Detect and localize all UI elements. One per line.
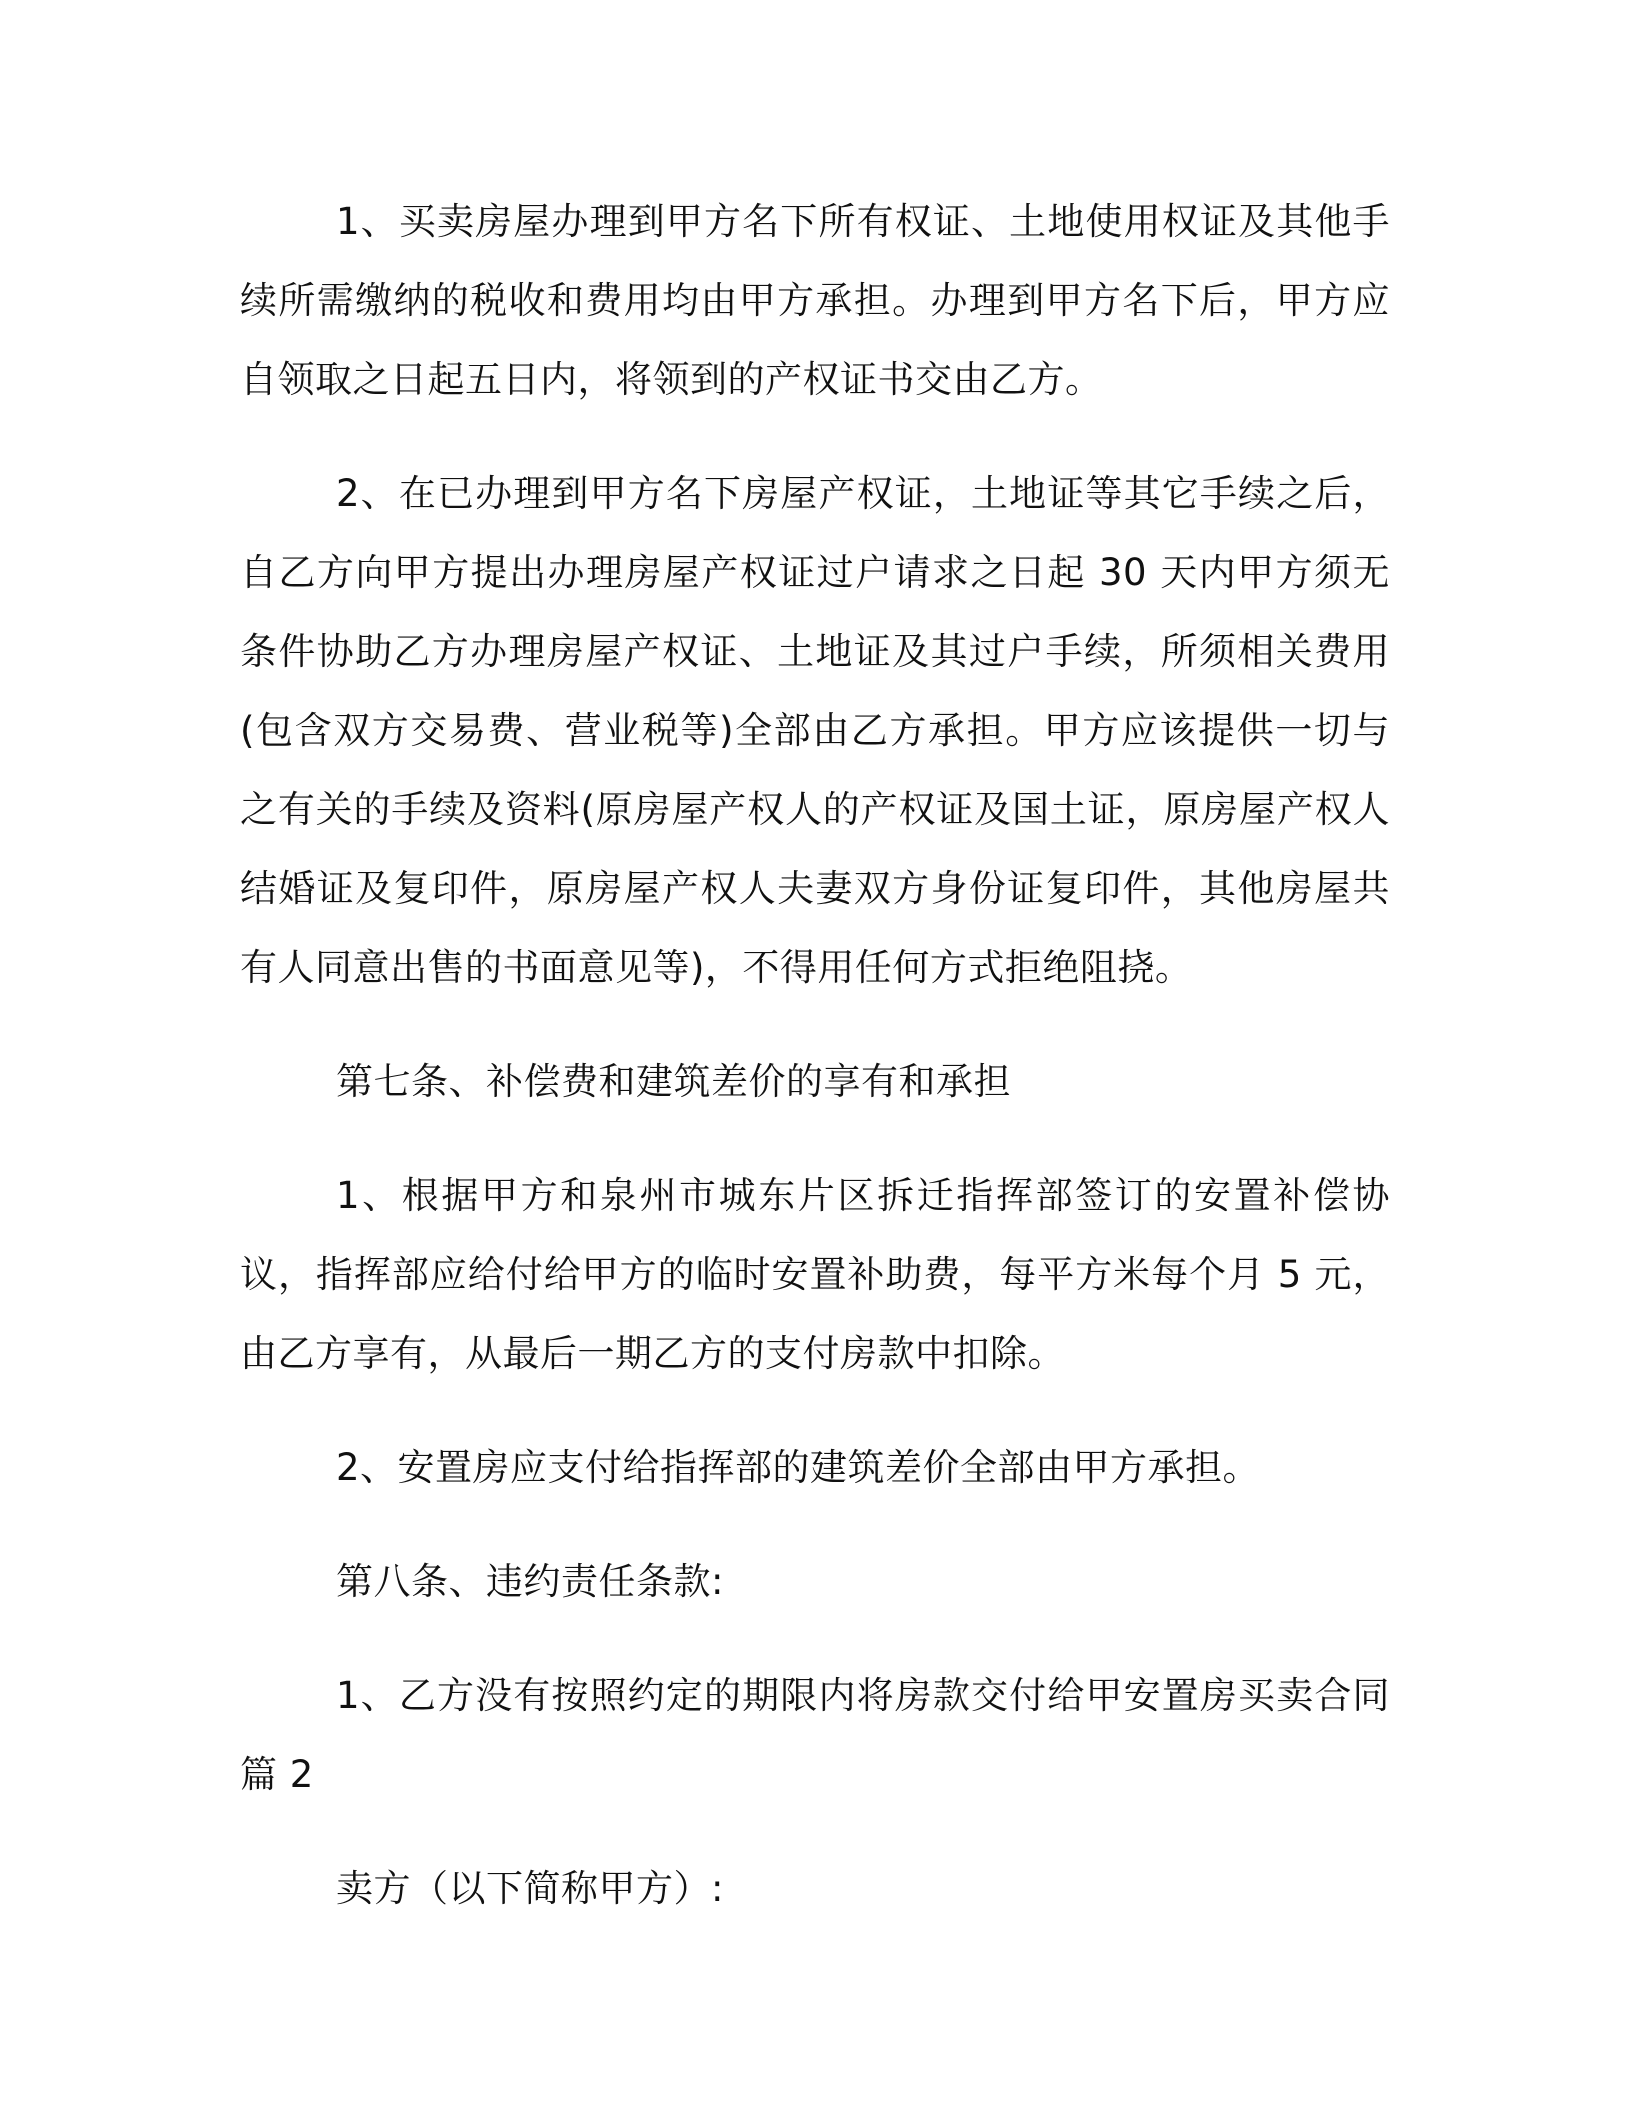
paragraph-clause-2: 2、在已办理到甲方名下房屋产权证，土地证等其它手续之后，自乙方向甲方提出办理房屋产权证过户请求之日起 30 天内甲方须无条件协助乙方办理房屋产权证、土地证及其过户手续，所须相关费用(包含双方交易费、营业税等)全部由乙方承担。甲方应该提供一切与之有关的手续及资料(原房屋产权人的产权证及国土证，原房屋产权人结婚证及复印件，原房屋产权人夫妻双方身份证复印件，其他房屋共有人同意出售的书面意见等)，不得用任何方式拒绝阻挠。 [240,472,1390,989]
document-body [240,182,1390,1963]
paragraph-article-7-clause-1: 1、根据甲方和泉州市城东片区拆迁指挥部签订的安置补偿协议，指挥部应给付给甲方的临时安置补助费，每平方米每个月 5 元，由乙方享有，从最后一期乙方的支付房款中扣除。 [240,1174,1390,1375]
article-7-heading: 第七条、补偿费和建筑差价的享有和承担 [336,1060,1011,1103]
seller-line: 卖方（以下简称甲方）: [336,1867,724,1910]
paragraph-article-8-clause-1: 1、乙方没有按照约定的期限内将房款交付给甲安置房买卖合同篇 2 [240,1674,1390,1796]
article-8-heading: 第八条、违约责任条款: [336,1560,724,1603]
paragraph-clause-1: 1、买卖房屋办理到甲方名下所有权证、土地使用权证及其他手续所需缴纳的税收和费用均由甲方承担。办理到甲方名下后，甲方应自领取之日起五日内，将领到的产权证书交由乙方。 [240,200,1390,401]
paragraph-article-7-clause-2: 2、安置房应支付给指挥部的建筑差价全部由甲方承担。 [336,1446,1261,1489]
